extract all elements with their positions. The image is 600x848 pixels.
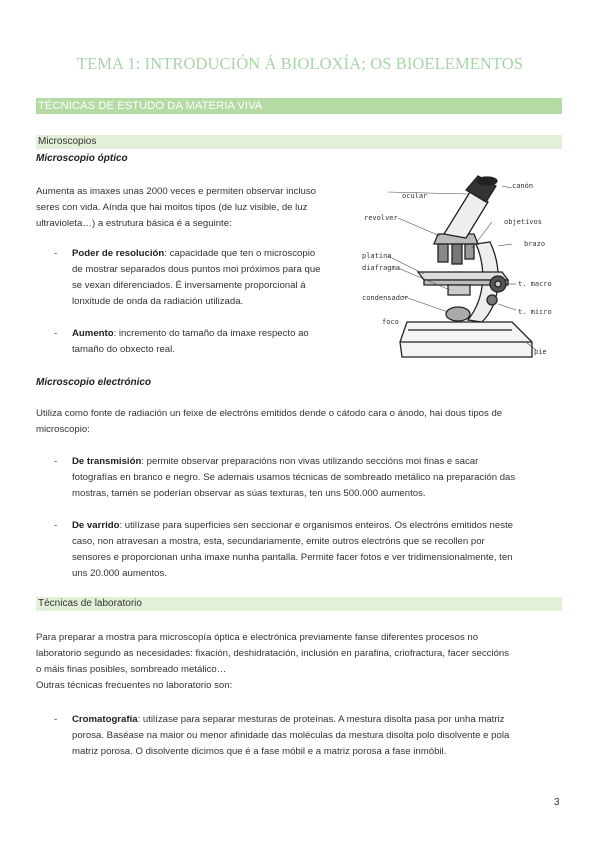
bullet-chromatography [72,712,564,760]
electron-intro-line-1: Utiliza como fonte de radiación un feixe de electróns emitidos dende o cátodo cara o ánodo, hai dous tipos de [36,408,503,419]
term-magnification: Aumento [72,328,114,339]
subsection-microscopes: Microscopios [36,135,562,149]
document-title: TEMA 1: INTRODUCIÓN Á BIOLOXÍA; OS BIOELEMENTOS [76,54,524,73]
bullet-dash: - [54,520,58,531]
label-micro: t. micro [518,308,552,316]
optical-intro-line-3: ultravioleta…) a estrutura básica é a seguinte: [36,218,232,229]
resolution-line-4: lonxitude de onda da radiación utilizada. [72,296,244,307]
lab-intro-line-4: Outras técnicas frecuentes no laboratorio son: [36,680,233,691]
bullet-dash: - [54,714,58,725]
term-chromatography: Cromatografía [72,714,138,725]
term-resolution-power: Poder de resolución [72,248,165,259]
optical-intro-paragraph [36,184,352,232]
bullet-dash: - [54,248,58,259]
scanning-line-4: uns 20.000 aumentos. [72,568,167,579]
label-objectives: objetivos [504,218,542,226]
chromatography-line-1: : utilízase para separar mesturas de proteínas. A mestura disolta pasa por unha matriz [137,714,505,725]
chromatography-line-3: matriz porosa. O disolvente dicimos que é a fase móbil e a matriz porosa a fase inmóbil. [72,746,447,757]
label-stage: platina [362,252,392,260]
subsection-lab-techniques: Técnicas de laboratorio [36,597,562,611]
label-condenser: condensador [362,294,409,302]
lab-intro-line-3: o máis finas posibles, sombreado metálico… [36,664,227,675]
bullet-dash: - [54,456,58,467]
bullet-dash: - [54,328,58,339]
label-arm: brazo [524,240,546,248]
heading-electron-microscope: Microscopio electrónico [36,377,152,388]
label-tube: canón [512,182,534,190]
optical-intro-line-1: Aumenta as imaxes unas 2000 veces e permiten observar incluso [36,186,316,197]
microscope-illustration [362,172,560,374]
lab-intro-paragraph [36,630,564,694]
magnification-line-2: tamaño do obxecto real. [72,344,175,355]
transmission-line-3: mostras, tamén se poderían observar as súas texturas, ten uns 500.000 aumentos. [72,488,426,499]
microscope-diagram [362,172,560,374]
resolution-line-1: : capacidade que ten o microscopio [164,248,316,259]
electron-intro-line-2: microscopio: [36,424,90,435]
label-revolver: revolver [364,214,398,222]
term-transmission: De transmisión [72,456,142,467]
lab-intro-line-2: laboratorio segundo as necesidades: fixación, deshidratación, inclusión en parafina, criofractura, facer seccións [36,648,510,659]
label-ocular: ocular [402,192,428,200]
bullet-resolution-power [72,246,354,310]
lab-intro-line-1: Para preparar a mostra para microscopía óptica e electrónica previamente fanse diferentes procesos no [36,632,479,643]
optical-intro-line-2: seres con vida. Aínda que hai moitos tipos (de luz visible, de luz [36,202,308,213]
transmission-line-2: fotografías en branco e negro. Se ademais usamos técnicas de sombreado metálico na preparación das [72,472,516,483]
label-light: foco [382,318,399,326]
label-diaphragm: diafragma [362,264,400,272]
label-base: pie [534,348,547,356]
label-macro: t. macro [518,280,552,288]
section-header-techniques: TÉCNICAS DE ESTUDO DA MATERIA VIVA [36,98,562,114]
bullet-scanning [72,518,564,582]
term-scanning: De varrido [72,520,120,531]
chromatography-line-2: porosa. Baséase na maior ou menor afinidade das moléculas da mestura disolta polo disolvente e pola [72,730,510,741]
transmission-line-1: : permite observar preparacións non vivas utilizando seccións moi finas e sacar [141,456,479,467]
resolution-line-3: se vexan diferenciados. É inversamente proporcional á [72,280,306,291]
magnification-line-1: : incremento do tamaño da imaxe respecto ao [113,328,309,339]
heading-optical-microscope: Microscopio óptico [36,153,128,164]
scanning-line-1: : utilízase para superficies sen seccionar e organismos enteiros. Os electróns emitidos neste [119,520,513,531]
scanning-line-3: sensores e proporcionan unha imaxe nunha pantalla. Permite facer fotos e ver tridimensionalmente, ten [72,552,513,563]
page-number: 3 [554,797,560,808]
electron-intro-paragraph [36,406,564,438]
bullet-transmission [72,454,564,502]
bullet-magnification [72,326,354,358]
resolution-line-2: de mostrar separados dous puntos moi próximos para que [72,264,321,275]
scanning-line-2: caso, non atravesan a mostra, esta, secundariamente, emite outros electróns que se recollen por [72,536,485,547]
